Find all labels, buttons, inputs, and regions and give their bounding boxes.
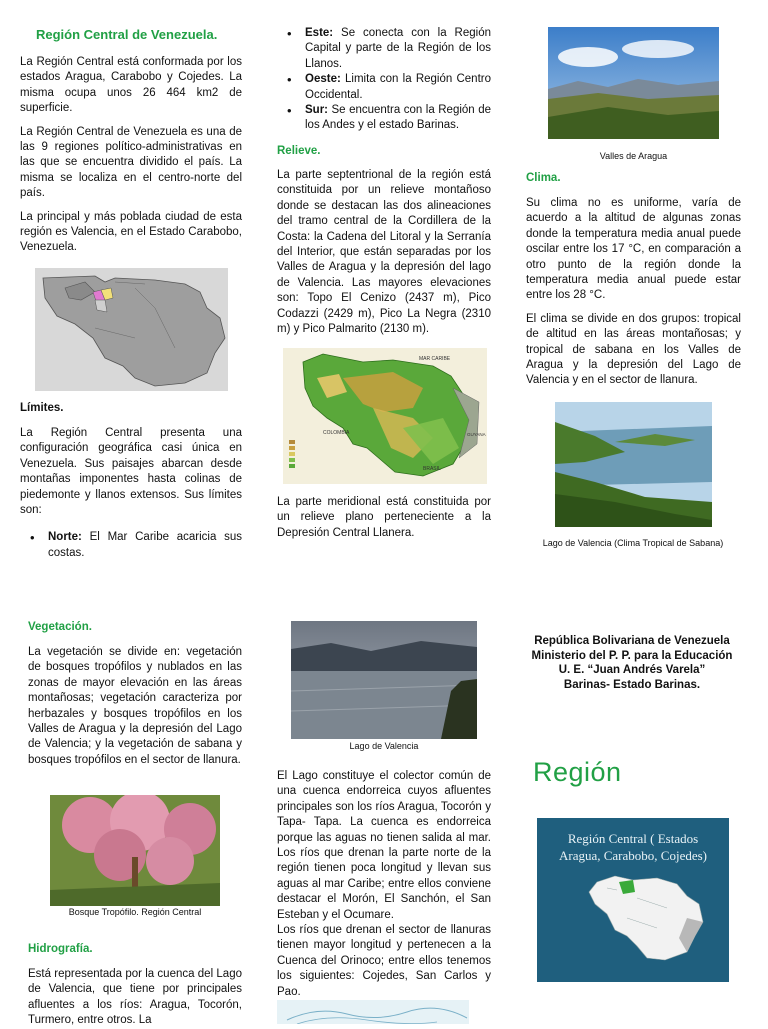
hidrografia-text	[28, 967, 242, 1029]
list-item	[277, 72, 491, 103]
clima-heading: Clima.	[526, 172, 561, 184]
list-item	[20, 530, 242, 561]
limits-list-2	[277, 26, 491, 134]
sur-label: Sur:	[305, 104, 328, 117]
lago-text	[277, 769, 491, 1000]
relief-map	[283, 348, 487, 484]
caption-lago-clima: Lago de Valencia (Clima Tropical de Sabana)	[542, 538, 724, 548]
este-text: Se conecta con la Región Capital y parte de la Región de los Llanos.	[305, 27, 491, 70]
sur-text: Se encuentra con la Región de los Andes y el estado Barinas.	[305, 104, 491, 132]
paragraph: El Lago constituye el colector común de una cuenca endorreica cuyos afluentes principales son los ríos Aragua, Tocorón y Tapa- Tapa. La cuenca es endorreica porque las aguas no tienen salida al mar. Los ríos que drenan la parte norte de la región tienen poca longitud y llevan sus aguas al mar Caribe; entre ellos conviene destacar el Morón, El Sanchón, el San Esteban y el Ocumare.	[277, 770, 491, 921]
paragraph: Su clima no es uniforme, varía de acuerdo a la altitud de algunas zonas donde la temperatura media anual puede oscilar entre los 17 °C, en comparación a otro punto de la región donde la temperatura media anual puede estar entre los 28 °C.	[526, 197, 741, 302]
limits-continued	[277, 26, 491, 134]
map-label-colombia: COLOMBIA	[323, 430, 350, 436]
norte-text: El Mar Caribe acaricia sus costas.	[48, 531, 242, 559]
cover-line: Ministerio del P. P. para la Educación	[531, 649, 733, 662]
list-item	[277, 103, 491, 134]
limits-list	[20, 530, 242, 561]
map-label-brasil: BRASIL	[423, 466, 441, 472]
paragraph: La Región Central está conformada por los estados Aragua, Carabobo y Cojedes. La misma ocupa unos 26 464 km2 de superficie.	[20, 56, 242, 115]
oeste-text: Limita con la Región Centro Occidental.	[305, 73, 491, 101]
paragraph: La vegetación se divide en: vegetación de bosques tropófilos y nublados en las zonas de mayor elevación en las áreas montañosas; vegetación caracteriza por herbazales y bosques tropófilos en los Valles de Aragua y la depresión del Lago de Valencia; y la vegetación de sabana y bosques tropófilos en el sector de llanura.	[28, 646, 242, 766]
paragraph: El clima se divide en dos grupos: tropical de altitud en las áreas montañosas; y tropical de sabana en los Valles de Aragua y la depresión del Lago de Valencia y en el sector de llanura.	[526, 312, 741, 387]
bosque-tropofilo-photo	[50, 795, 220, 906]
relieve-text-2	[277, 495, 491, 541]
relieve-heading: Relieve.	[277, 145, 321, 157]
paragraph: La parte septentrional de la región está constituida por un relieve montañoso donde se destacan las dos alineaciones del tramo central de la Cordillera de la Costa: la Cadena del Litoral y la Serranía del Interior, que están separadas por los Valles de Aragua y la depresión del lago de Valencia. Las mayores elevaciones son: Topo El Cenizo (2437 m), Pico Codazzi (2429 m), Pico La Negra (2310 m) y Pico Palmarito (2130 m).	[277, 169, 491, 336]
map-label-mar: MAR CARIBE	[419, 356, 451, 362]
relieve-text	[277, 168, 491, 337]
este-label: Este:	[305, 27, 334, 39]
cover-region-map	[537, 818, 729, 982]
cover-header	[516, 634, 748, 692]
vegetacion-text	[28, 645, 242, 768]
cover-title: Región	[533, 757, 622, 787]
page-title: Región Central de Venezuela.	[36, 27, 218, 42]
lago-valencia-clima-photo	[555, 402, 712, 527]
oeste-label: Oeste:	[305, 73, 341, 86]
vegetacion-heading: Vegetación.	[28, 621, 92, 633]
paragraph: La Región Central presenta una configuración geográfica casi única en Venezuela. Sus paisajes abarcan desde montañas imponentes hasta colinas de piedemonte y llanos extensos. Sus límites son:	[20, 427, 242, 517]
paragraph: La parte meridional está constituida por un relieve plano perteneciente a la Depresión Central Llanera.	[277, 496, 491, 539]
clima-text	[526, 196, 741, 389]
cover-line: República Bolivariana de Venezuela	[534, 635, 730, 647]
caption-valles: Valles de Aragua	[599, 151, 668, 161]
cover-line: Barinas- Estado Barinas.	[563, 678, 701, 691]
hidrografia-heading: Hidrografía.	[28, 943, 93, 955]
paragraph: La Región Central de Venezuela es una de las 9 regiones político-administrativas en las que se encuentra dividido el país. La misma se localiza en el centro-norte del país.	[20, 125, 242, 200]
venezuela-region-map	[35, 268, 228, 391]
hidrografia-map-partial	[277, 1000, 469, 1024]
intro-text	[20, 55, 242, 256]
map-label-guyana: GUYANA	[467, 432, 486, 437]
caption-lago: Lago de Valencia	[349, 741, 419, 751]
cover-image-title: Región Central ( Estados Aragua, Carabobo, Cojedes)	[558, 831, 707, 863]
lago-valencia-photo	[291, 621, 477, 739]
norte-label: Norte:	[48, 531, 82, 544]
list-item	[277, 26, 491, 72]
valles-aragua-photo	[548, 27, 719, 139]
paragraph: La principal y más poblada ciudad de esta región es Valencia, en el Estado Carabobo, Venezuela.	[20, 210, 242, 254]
limites-text	[20, 426, 242, 561]
limites-heading: Límites.	[20, 402, 64, 414]
paragraph: Está representada por la cuenca del Lago de Valencia, que tiene por principales afluentes a los ríos: Aragua, Tocorón, Turmero, entre otros. La	[28, 968, 242, 1027]
paragraph: Los ríos que drenan el sector de llanuras tienen mayor longitud y pertenecen a la Cuenca del Orinoco; entre ellos tenemos los siguientes: Cojedes, San Carlos y Pao.	[277, 924, 491, 998]
cover-line: U. E. “Juan Andrés Varela”	[558, 664, 706, 676]
caption-bosque: Bosque Tropófilo. Región Central	[68, 907, 202, 917]
